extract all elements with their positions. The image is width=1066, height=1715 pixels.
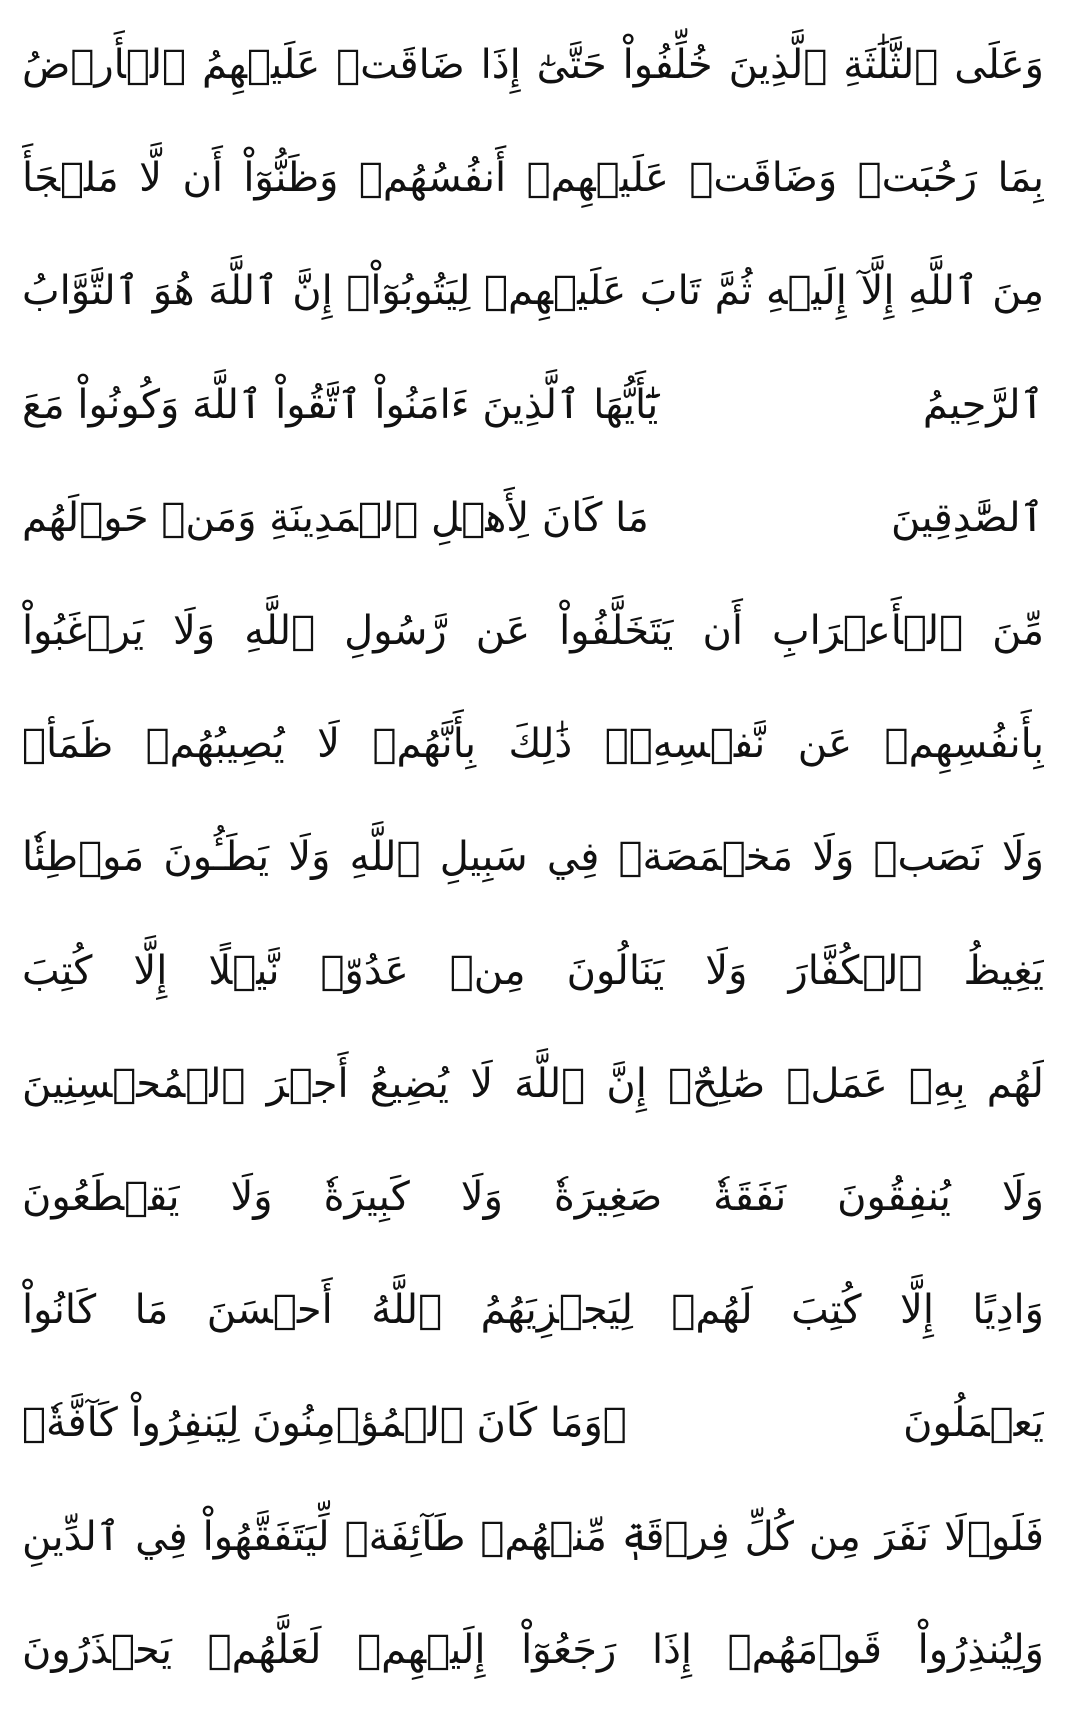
line-text: يَغِيظُ ٱلۡكُفَّارَ وَلَا يَنَالُونَ مِنۡ عَدُوّٖ نَّيۡلًا إِلَّا كُتِبَ: [22, 947, 1044, 994]
verse-ending: ٱلرَّحِيمُ: [922, 381, 1044, 428]
verse-line-2: [22, 127, 1044, 229]
line-text: بِأَنفُسِهِمۡ عَن نَّفۡسِهِۦۚ ذَٰلِكَ بِأَنَّهُمۡ لَا يُصِيبُهُمۡ ظَمَأٞ: [22, 721, 1044, 768]
verse-line-12: [22, 1259, 1044, 1361]
verse-beginning: مَا كَانَ لِأَهۡلِ ٱلۡمَدِينَةِ وَمَنۡ حَوۡلَهُم: [22, 494, 649, 541]
verse-line-1: [22, 14, 1044, 116]
verse-line-7: [22, 693, 1044, 795]
line-text: وَلِيُنذِرُواْ قَوۡمَهُمۡ إِذَا رَجَعُوٓاْ إِلَيۡهِمۡ لَعَلَّهُمۡ يَحۡذَرُونَ: [22, 1626, 1044, 1673]
line-text: وَادِيًا إِلَّا كُتِبَ لَهُمۡ لِيَجۡزِيَهُمُ ٱللَّهُ أَحۡسَنَ مَا كَانُواْ: [22, 1287, 1044, 1334]
verse-beginning: يَٰٓأَيُّهَا ٱلَّذِينَ ءَامَنُواْ ٱتَّقُواْ ٱللَّهَ وَكُونُواْ مَعَ: [22, 381, 659, 428]
verse-ending: يَعۡمَلُونَ: [903, 1400, 1044, 1447]
verse-line-9: [22, 920, 1044, 1022]
verse-line-11: [22, 1146, 1044, 1248]
line-text: وَلَا نَصَبٞ وَلَا مَخۡمَصَةٞ فِي سَبِيلِ ٱللَّهِ وَلَا يَطَـُٔونَ مَوۡطِئٗا: [22, 834, 1044, 881]
verse-line-5: [22, 467, 1044, 569]
verse-line-6: [22, 580, 1044, 682]
verse-beginning: ۞وَمَا كَانَ ٱلۡمُؤۡمِنُونَ لِيَنفِرُواْ كَآفَّةٗۚ: [22, 1400, 627, 1447]
line-text: فَلَوۡلَا نَفَرَ مِن كُلِّ فِرۡقَةٖ مِّنۡهُمۡ طَآئِفَةٞ لِّيَتَفَقَّهُواْ فِي ٱلدِّينِ: [22, 1513, 1044, 1560]
line-text: مِنَ ٱللَّهِ إِلَّآ إِلَيۡهِ ثُمَّ تَابَ عَلَيۡهِمۡ لِيَتُوبُوٓاْۚ إِنَّ ٱللَّهَ هُوَ ٱلتَّوَّابُ: [22, 268, 1044, 315]
verse-line-15: [22, 1599, 1044, 1701]
line-text: مِّنَ ٱلۡأَعۡرَابِ أَن يَتَخَلَّفُواْ عَن رَّسُولِ ٱللَّهِ وَلَا يَرۡغَبُواْ: [22, 608, 1044, 655]
verse-line-3: [22, 240, 1044, 342]
verse-line-13: [22, 1372, 1044, 1474]
verse-line-4: [22, 354, 1044, 456]
verse-line-8: [22, 806, 1044, 908]
verse-line-10: [22, 1033, 1044, 1135]
verse-ending: ٱلصَّٰدِقِينَ: [891, 494, 1044, 541]
line-text: لَهُم بِهِۦ عَمَلٞ صَٰلِحٌۚ إِنَّ ٱللَّهَ لَا يُضِيعُ أَجۡرَ ٱلۡمُحۡسِنِينَ: [22, 1060, 1044, 1107]
line-text: بِمَا رَحُبَتۡ وَضَاقَتۡ عَلَيۡهِمۡ أَنفُسُهُمۡ وَظَنُّوٓاْ أَن لَّا مَلۡجَأَ: [22, 155, 1044, 202]
line-text: وَلَا يُنفِقُونَ نَفَقَةٗ صَغِيرَةٗ وَلَا كَبِيرَةٗ وَلَا يَقۡطَعُونَ: [22, 1174, 1044, 1221]
verse-lines: [22, 14, 1044, 1701]
verse-line-14: [22, 1486, 1044, 1588]
line-text: وَعَلَى ٱلثَّلَٰثَةِ ٱلَّذِينَ خُلِّفُواْ حَتَّىٰٓ إِذَا ضَاقَتۡ عَلَيۡهِمُ ٱلۡأَرۡضُ: [22, 42, 1044, 88]
